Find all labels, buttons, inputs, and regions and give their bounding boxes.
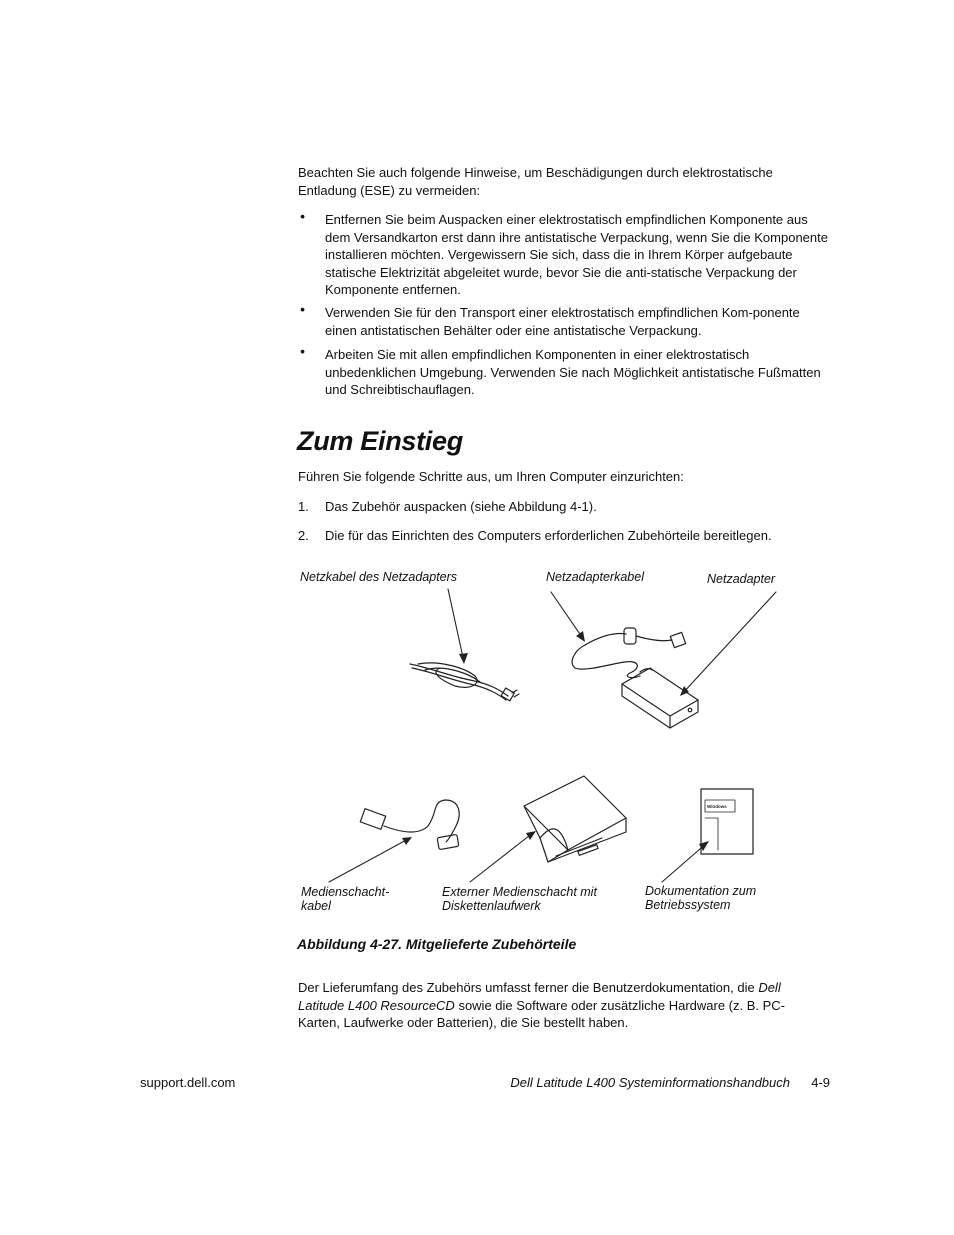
- bullet-icon: •: [300, 343, 305, 359]
- ac-adapter-illustration: [572, 628, 698, 728]
- footer-website: support.dell.com: [140, 1075, 236, 1090]
- steps-intro: Führen Sie folgende Schritte aus, um Ihren Computer einzurichten:: [298, 469, 684, 484]
- figure-caption: Abbildung 4-27. Mitgelieferte Zubehörteile: [297, 936, 577, 952]
- product-name: Dell Latitude L400 ResourceCD: [298, 980, 781, 1013]
- label-os-docs: Dokumentation zum Betriebssystem: [645, 884, 757, 912]
- bullet-text: Arbeiten Sie mit allen empfindlichen Komponenten in einer elektrostatisch unbedenklichen Umgebung. Verwenden Sie nach Möglichkeit antistatische Fußmatten und Schreibtischauflagen.: [325, 347, 821, 397]
- label-adapter-cable: Netzadapterkabel: [546, 570, 644, 584]
- step-number: 1.: [298, 499, 309, 514]
- step-text: Das Zubehör auspacken (siehe Abbildung 4-1).: [325, 499, 597, 514]
- step-number: 2.: [298, 528, 309, 543]
- external-bay-illustration: [524, 776, 626, 862]
- step-text: Die für das Einrichten des Computers erforderlichen Zubehörteile bereitlegen.: [325, 528, 772, 543]
- page-number: 4-9: [811, 1075, 830, 1090]
- label-media-cable: Medienschacht- kabel: [301, 885, 390, 913]
- closing-text-2: sowie die Software oder zusätzliche Hardware (z. B. PC-Karten, Laufwerke oder Batterien), die Sie bestellt haben.: [298, 997, 786, 1030]
- callout-lines: [329, 589, 776, 882]
- bullet-text: Verwenden Sie für den Transport einer elektrostatisch empfindlichen Kom-ponente einen antistatischen Behälter oder eine antistatische Verpackung.: [325, 305, 800, 338]
- power-cord-illustration: [410, 663, 519, 701]
- section-heading: Zum Einstieg: [297, 426, 463, 456]
- label-adapter: Netzadapter: [707, 572, 776, 586]
- closing-text-1: Der Lieferumfang des Zubehörs umfasst ferner die Benutzerdokumentation, die: [298, 980, 759, 995]
- os-documentation-illustration: [701, 789, 753, 854]
- footer-title: Dell Latitude L400 Systeminformationshandbuch: [510, 1075, 790, 1090]
- book-cover-text: Windows: [707, 804, 727, 809]
- label-external-bay: Externer Medienschacht mit Diskettenlaufwerk: [442, 885, 597, 913]
- bullet-icon: •: [300, 208, 305, 224]
- label-power-cord: Netzkabel des Netzadapters: [300, 570, 458, 584]
- bullet-text: Entfernen Sie beim Auspacken einer elektrostatisch empfindlichen Komponente aus dem Versandkarton erst dann ihre antistatische Verpackung, wenn Sie die Komponente installieren möchten. Vergewissern Sie sich, dass die in Ihrem Körper aufgebaute statische Elektrizität abgeleitet wurde, bevor Sie die anti-statische Verpackung der Komponente entfernen.: [325, 212, 828, 297]
- bullet-icon: •: [300, 301, 305, 317]
- closing-paragraph: [298, 979, 818, 1032]
- intro-paragraph: Beachten Sie auch folgende Hinweise, um Beschädigungen durch elektrostatische Entladung (ESE) zu vermeiden:: [298, 165, 773, 198]
- media-bay-cable-illustration: [360, 800, 459, 850]
